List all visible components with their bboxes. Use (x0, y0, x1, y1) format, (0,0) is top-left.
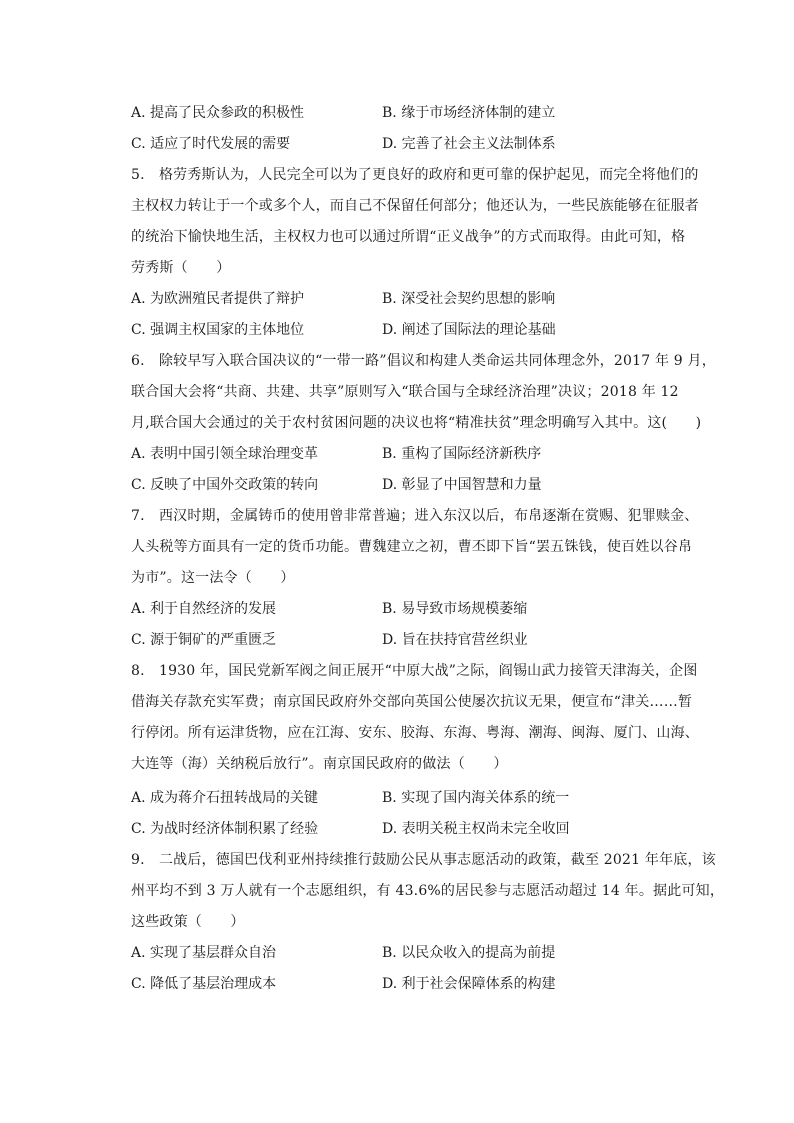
option-a: A. 表明中国引领全球治理变革 (131, 446, 319, 462)
option-c: C. 适应了时代发展的需要 (131, 136, 291, 152)
question-text-line: 9. 二战后，德国巴伐利亚州持续推行鼓励公民从事志愿活动的政策，截至 2021 年年底，该 (131, 852, 716, 868)
option-c: C. 降低了基层治理成本 (131, 976, 277, 992)
question-text-line: 联合国大会将“共商、共建、共享”原则写入“联合国与全球经济治理”决议；2018 年 12 (131, 384, 679, 400)
option-b: B. 缘于市场经济体制的建立 (382, 105, 556, 121)
option-b: B. 深受社会契约思想的影响 (382, 291, 556, 307)
option-c: C. 为战时经济体制积累了经验 (131, 821, 319, 837)
question-text-line: 6. 除较早写入联合国决议的“一带一路”倡议和构建人类命运共同体理念外，2017 年 9 月， (131, 353, 716, 369)
option-b: B. 实现了国内海关体系的统一 (382, 790, 570, 806)
option-a: A. 成为蒋介石扭转战局的关键 (131, 790, 319, 806)
question-text-line: 为市”。这一法令（ ） (131, 570, 295, 586)
option-a: A. 提高了民众参政的积极性 (131, 105, 305, 121)
question-text-line: 8. 1930 年，国民党新军阀之间正展开“中原大战”之际，阎锡山武力接管天津海关，企图 (131, 663, 698, 679)
option-c: C. 强调主权国家的主体地位 (131, 322, 305, 338)
question-text-line: 大连等（海）关纳税后放行”。南京国民政府的做法（ ） (131, 756, 508, 772)
option-b: B. 以民众收入的提高为前提 (382, 945, 556, 961)
question-text-line: 劳秀斯（ ） (131, 260, 231, 276)
option-d: D. 利于社会保障体系的构建 (382, 976, 556, 992)
option-b: B. 易导致市场规模萎缩 (382, 601, 528, 617)
option-b: B. 重构了国际经济新秩序 (382, 446, 542, 462)
question-text-line: 借海关存款充实军费；南京国民政府外交部向英国公使屡次抗议无果，便宣布“津关……暂 (131, 694, 693, 710)
question-text-line: 7. 西汉时期，金属铸币的使用曾非常普遍；进入东汉以后，布帛逐渐在赏赐、犯罪赎金、 (131, 508, 699, 524)
option-c: C. 反映了中国外交政策的转向 (131, 477, 319, 493)
option-a: A. 利于自然经济的发展 (131, 601, 277, 617)
question-text-line: 行停闭。所有运津货物，应在江海、安东、胶海、东海、粤海、潮海、闽海、厦门、山海、 (131, 725, 699, 741)
question-text-line: 主权权力转让于一个或多个人，而自己不保留任何部分；他还认为，一些民族能够在征服者 (131, 198, 699, 214)
question-text-line: 5. 格劳秀斯认为，人民完全可以为了更良好的政府和更可靠的保护起见，而完全将他们的 (131, 167, 699, 183)
option-a: A. 实现了基层群众自治 (131, 945, 277, 961)
option-d: D. 彰显了中国智慧和力量 (382, 477, 542, 493)
option-a: A. 为欧洲殖民者提供了辩护 (131, 291, 305, 307)
option-d: D. 表明关税主权尚未完全收回 (382, 821, 570, 837)
question-text-line: 州平均不到 3 万人就有一个志愿组织，有 43.6%的居民参与志愿活动超过 14 年。据此可知， (131, 883, 725, 899)
option-d: D. 旨在扶持官营丝织业 (382, 632, 528, 648)
question-text-line: 这些政策（ ） (131, 914, 245, 930)
option-c: C. 源于铜矿的严重匮乏 (131, 632, 277, 648)
question-text-line: 月,联合国大会通过的关于农村贫困问题的决议也将“精准扶贫”理念明确写入其中。这( ) (131, 415, 702, 431)
option-d: D. 完善了社会主义法制体系 (382, 136, 556, 152)
option-d: D. 阐述了国际法的理论基础 (382, 322, 556, 338)
question-text-line: 人头税等方面具有一定的货币功能。曹魏建立之初，曹丕即下旨“罢五铢钱，使百姓以谷帛 (131, 539, 693, 555)
question-text-line: 的统治下愉快地生活，主权权力也可以通过所谓“正义战争”的方式而取得。由此可知，格 (131, 229, 686, 245)
